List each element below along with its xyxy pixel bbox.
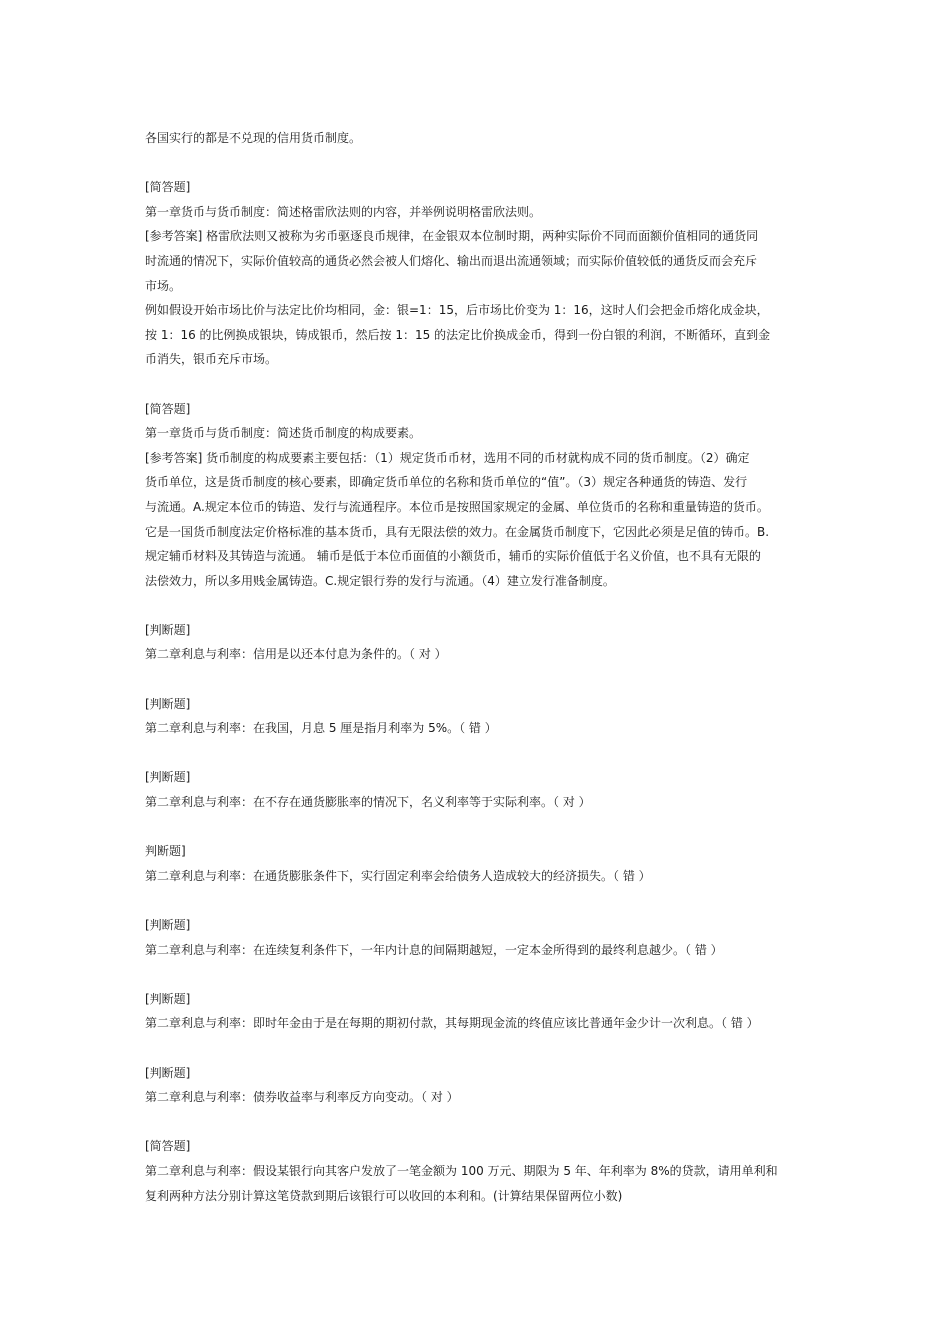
answer-line: 时流通的情况下，实际价值较高的通货必然会被人们熔化、输出而退出流通领域；而实际价值较低的通货反而会充斥	[145, 253, 758, 268]
spacer	[145, 151, 815, 176]
answer-line: [参考答案] 格雷欣法则又被称为劣币驱逐良币规律，在金银双本位制时期，两种实际价不同而面额价值相同的通货同	[145, 229, 759, 244]
question-line: 第二章利息与利率：债券收益率与利率反方向变动。（ 对 ）	[145, 1090, 459, 1105]
intro-line: 各国实行的都是不兑现的信用货币制度。	[145, 131, 362, 145]
answer-line: 币消失，银币充斥市场。	[145, 352, 278, 367]
answer-line: [参考答案] 货币制度的构成要素主要包括：（1）规定货币币材，选用不同的币材就构成不同的货币制度。（2）确定	[145, 450, 750, 465]
question-type-tag: [简答题]	[145, 180, 191, 195]
spacer	[145, 962, 815, 987]
answer-line: 按 1：16 的比例换成银块，铸成银币，然后按 1：15 的法定比价换成金币，得到一份白银的利润，不断循环，直到金	[145, 327, 771, 342]
question-item	[145, 913, 815, 962]
question-type-tag: [判断题]	[145, 918, 191, 932]
question-item	[145, 618, 815, 667]
question-item	[145, 987, 815, 1036]
question-line: 第二章利息与利率：在通货膨胀条件下，实行固定利率会给债务人造成较大的经济损失。（ 错 ）	[145, 868, 651, 883]
question-type-tag: [判断题]	[145, 696, 191, 711]
question-type-tag: [判断题]	[145, 1065, 191, 1080]
answer-line: 与流通。A.规定本位币的铸造、发行与流通程序。本位币是按照国家规定的金属、单位货币的名称和重量铸造的货币。	[145, 499, 769, 514]
question-line: 第二章利息与利率：假设某银行向其客户发放了一笔金额为 100 万元、期限为 5 年、年利率为 8%的贷款，请用单利和	[145, 1163, 778, 1178]
spacer	[145, 593, 815, 618]
spacer	[145, 667, 815, 692]
question-line: 第二章利息与利率：在连续复利条件下，一年内计息的间隔期越短，一定本金所得到的最终利息越少。（ 错 ）	[145, 942, 723, 957]
document-body	[145, 126, 815, 1208]
answer-line: 例如假设开始市场比价与法定比价均相同，金：银=1：15，后市场比价变为 1：16，这时人们会把金币熔化成金块，	[145, 303, 769, 318]
question-line: 第一章货币与货币制度：简述格雷欣法则的内容，并举例说明格雷欣法则。	[145, 204, 542, 219]
question-line: 第一章货币与货币制度：简述货币制度的构成要素。	[145, 426, 422, 441]
question-item	[145, 765, 815, 814]
answer-line: 法偿效力，所以多用贱金属铸造。C.规定银行券的发行与流通。（4）建立发行准备制度。	[145, 573, 615, 588]
question-line: 第二章利息与利率：在不存在通货膨胀率的情况下，名义利率等于实际利率。（ 对 ）	[145, 795, 591, 810]
question-type-tag: 判断题]	[145, 844, 186, 859]
answer-line: 它是一国货币制度法定价格标准的基本货币，具有无限法偿的效力。在金属货币制度下，它因此必须是足值的铸币。B.	[145, 524, 770, 539]
question-item	[145, 175, 815, 372]
answer-line: 市场。	[145, 278, 182, 293]
spacer	[145, 741, 815, 766]
question-type-tag: [判断题]	[145, 991, 191, 1006]
question-item	[145, 397, 815, 594]
spacer	[145, 1110, 815, 1135]
spacer	[145, 815, 815, 840]
spacer	[145, 1036, 815, 1061]
question-type-tag: [判断题]	[145, 770, 191, 785]
question-type-tag: [简答题]	[145, 401, 191, 416]
answer-line: 货币单位，这是货币制度的核心要素，即确定货币单位的名称和货币单位的“值”。（3）规定各种通货的铸造、发行	[145, 475, 748, 490]
spacer	[145, 888, 815, 913]
question-item	[145, 692, 815, 741]
question-line: 第二章利息与利率：即时年金由于是在每期的期初付款，其每期现金流的终值应该比普通年金少计一次利息。（ 错 ）	[145, 1016, 759, 1031]
spacer	[145, 372, 815, 397]
question-item	[145, 1134, 815, 1208]
question-line: 第二章利息与利率：在我国，月息 5 厘是指月利率为 5%。（ 错 ）	[145, 721, 497, 736]
answer-line: 规定辅币材料及其铸造与流通。 辅币是低于本位币面值的小额货币，辅币的实际价值低于名义价值，也不具有无限的	[145, 549, 761, 564]
question-line: 复利两种方法分别计算这笔贷款到期后该银行可以收回的本利和。(计算结果保留两位小数)	[145, 1188, 623, 1203]
question-item	[145, 839, 815, 888]
question-item	[145, 1061, 815, 1110]
question-type-tag: [简答题]	[145, 1139, 191, 1154]
question-type-tag: [判断题]	[145, 622, 191, 637]
question-line: 第二章利息与利率：信用是以还本付息为条件的。（ 对 ）	[145, 647, 447, 662]
